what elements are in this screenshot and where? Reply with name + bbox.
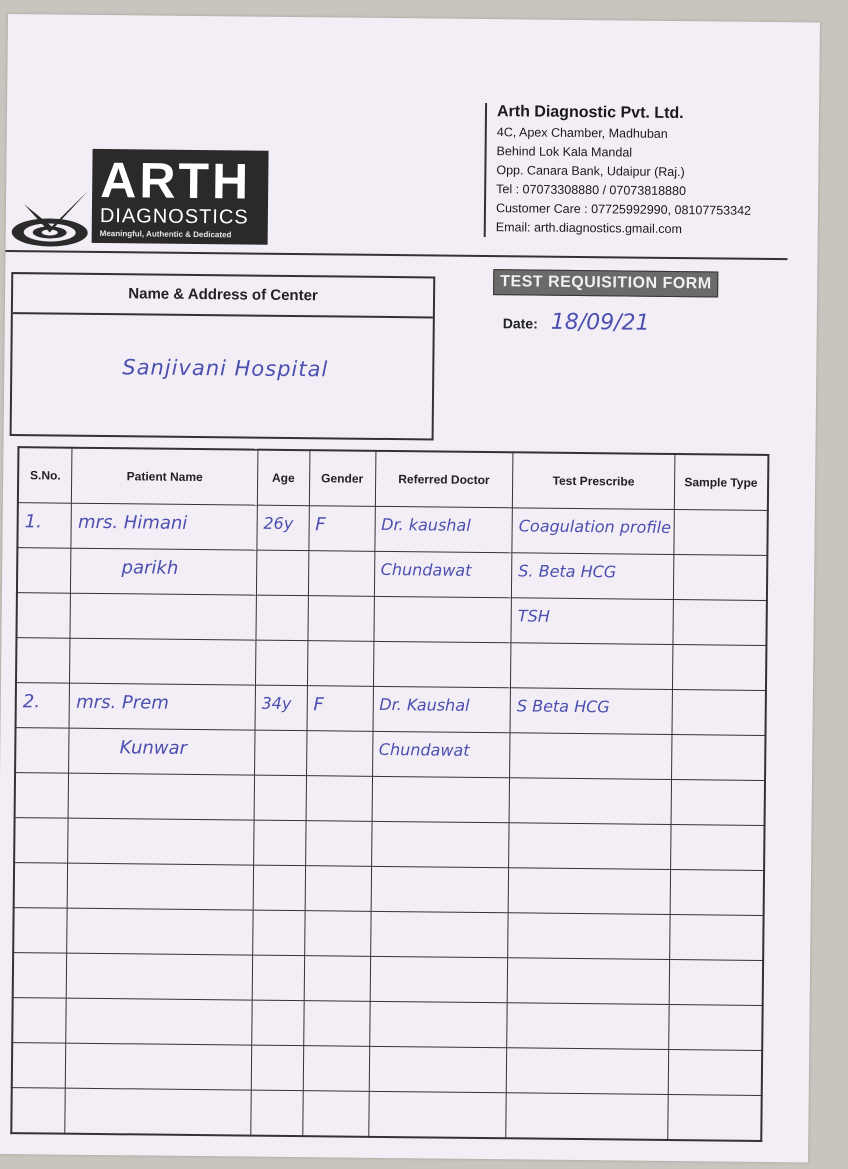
address-line: 4C, Apex Chamber, Madhuban — [496, 125, 668, 141]
target-logo-icon — [10, 190, 95, 251]
entry-doctor-cont: Chundawat — [378, 739, 470, 760]
address-line: Behind Lok Kala Mandal — [496, 144, 633, 160]
header-patient-name: Patient Name — [72, 448, 258, 505]
company-name: Arth Diagnostic Pvt. Ltd. — [496, 103, 684, 123]
table-row — [16, 593, 766, 646]
entry-test: S Beta HCG — [516, 696, 610, 717]
entry-age: 34y — [261, 693, 292, 714]
entry-name: mrs. Himani — [77, 511, 188, 534]
entry-test: S. Beta HCG — [518, 561, 617, 582]
date-label: Date: — [502, 315, 538, 332]
entry-test: TSH — [517, 606, 550, 626]
entry-name: mrs. Prem — [76, 691, 169, 714]
table-row — [16, 683, 766, 736]
table-row — [14, 863, 764, 916]
customer-care-line: Customer Care : 07725992990, 08107753342 — [495, 201, 752, 218]
entry-test: Coagulation profile — [518, 516, 672, 537]
center-box — [10, 272, 436, 440]
table-row — [12, 998, 762, 1051]
entry-doctor: Dr. Kaushal — [379, 694, 470, 715]
logo-wordmark — [92, 149, 269, 245]
table-row — [11, 1088, 761, 1141]
entry-gender: F — [315, 514, 326, 536]
entry-name-cont: Kunwar — [119, 737, 188, 759]
logo-tagline: Meaningful, Authentic & Dedicated — [99, 228, 232, 240]
phone-line: Tel : 07073308880 / 07073818880 — [496, 182, 687, 199]
table-row — [15, 728, 765, 781]
table-row — [13, 908, 763, 961]
entry-age: 26y — [263, 513, 294, 534]
table-header-row — [18, 447, 769, 510]
table-row — [17, 503, 767, 556]
entry-gender: F — [313, 694, 324, 716]
table-row — [17, 548, 767, 601]
table-row — [12, 1043, 762, 1096]
header-referred-doctor: Referred Doctor — [375, 451, 513, 508]
entry-name-cont: parikh — [121, 557, 179, 579]
entry-sno: 1. — [24, 511, 42, 533]
patient-table — [10, 446, 769, 1142]
logo-sub-text: DIAGNOSTICS — [99, 204, 249, 229]
form-title: TEST REQUISITION FORM — [493, 269, 719, 297]
address-line: Opp. Canara Bank, Udaipur (Raj.) — [496, 163, 685, 180]
company-details — [484, 103, 797, 240]
company-logo — [5, 134, 276, 257]
center-label: Name & Address of Center — [13, 274, 433, 318]
header-sno: S.No. — [18, 447, 72, 503]
header-age: Age — [257, 450, 309, 506]
date-value: 18/09/21 — [550, 309, 650, 336]
table-row — [14, 818, 764, 871]
entry-sno: 2. — [22, 691, 41, 713]
center-value: Sanjivani Hospital — [122, 355, 329, 382]
requisition-form-paper — [0, 14, 820, 1162]
logo-main-text: ARTH — [99, 151, 252, 210]
entry-doctor-cont: Chundawat — [380, 559, 472, 580]
table-row — [15, 773, 765, 826]
table-row — [13, 953, 763, 1006]
header-test-prescribe: Test Prescribe — [512, 452, 674, 509]
email-line: Email: arth.diagnostics.gmail.com — [495, 220, 683, 237]
header-sample-type: Sample Type — [674, 454, 768, 510]
table-row — [16, 638, 766, 691]
header-gender: Gender — [309, 450, 375, 506]
entry-doctor: Dr. kaushal — [381, 514, 471, 535]
